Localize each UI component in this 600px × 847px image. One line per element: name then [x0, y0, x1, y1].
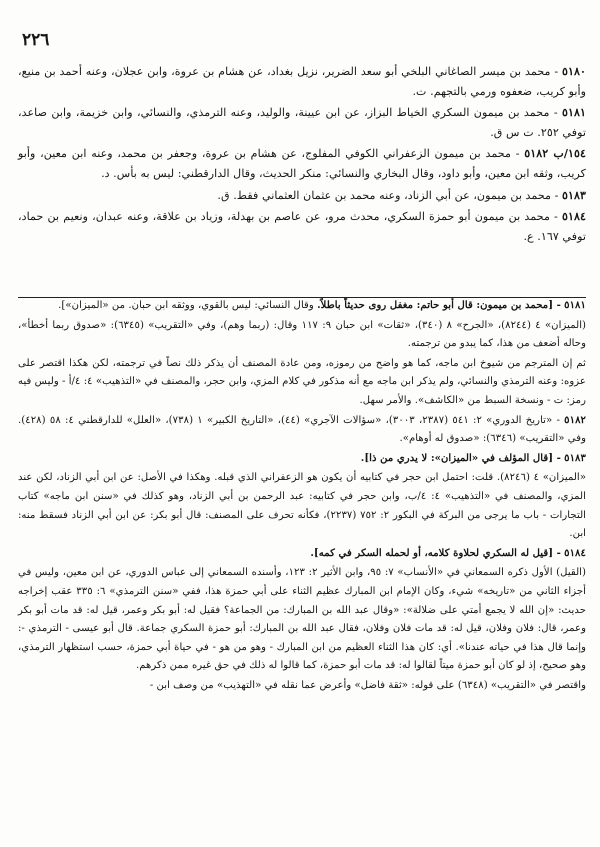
footnote: [18, 449, 586, 469]
footnote-number: ٥١٨٣: [564, 451, 586, 464]
entry-number: ٥١٨٤: [561, 209, 587, 224]
entry-text: - محمد بن ميسر الصاغاني البلخي أبو سعد الضرير، نزيل بغداد، عن هشام بن عروة، وابن عجلان، وعنه أحمد بن منيع، وأبو كريب، ضعفوه ورمي بالتجهم. ت.: [18, 65, 586, 98]
footnote-text: (القيل) الأول ذكره السمعاني في «الأنساب» ٧: ٩٥، وابن الأثير ٢: ١٢٣، وأسنده السمعاني إلى عباس الدوري، عن ابن معين، وليس في أجزاء الثاني من «تاريخه» شيء، وكان الإمام ابن المبارك عظيم الثناء على أبي حمزة هذا، ففي «سنن الترمذي» ٦: ٣٣٥ عقب إخراجه حديث: «إن الله لا يجمع أمتي على ضلالة»: «وقال عبد الله بن المبارك: من الجماعة؟ فقيل له: أبو بكر وعمر، قيل له: قد مات أبو بكر وعمر، قال: فلان وفلان، قيل له: قد مات فلان وفلان، فقال عبد الله بن المبارك: أبو حمزة السكري جماعة. قال أبو عيسى - الترمذي -: وإنما قال هذا في حياته عندنا». أي: كان هذا الثناء العظيم من ابن المبارك - وهو من هو - في حياة أبي حمزة، حسب استظهار الترمذي، وهو صحيح، إذ لو كان أبو حمزة ميتاً لقالوا له: قد مات أبو حمزة، كما قالوا له ذلك في حق غيره ممن ذكرهم.: [18, 567, 586, 672]
footnote-text: ثم إن المترجم من شيوخ ابن ماجه، كما هو واضح من رموزه، ومن عادة المصنف أن يذكر ذلك نصاً في ترجمته، لكن هكذا اقتصر على عزوه: وعنه الترمذي والنسائي، ولم يذكر ابن ماجه مع أنه مذكور في كلام المزي، وابن حجر، والمصنف في «التذهيب» ٤: ٤/أ - وليس فيه رمز: ت - ونسخة السبط من «الكاشف». والأمر سهل.: [18, 357, 586, 406]
footnote: [18, 354, 586, 411]
entry: [18, 103, 586, 142]
entry-text: - محمد بن ميمون الزعفراني الكوفي المفلوج، عن هشام بن عروة، وجعفر بن محمد، وعنه ابن معين، وأبو كريب، وثقه ابن معين، وأبو داود، وقال البخاري والنسائي: منكر الحديث، وقال الدارقطني: ليس به بأس. د.: [18, 147, 586, 180]
footnote-heading: - [قيل له السكري لحلاوة كلامه، أو لحمله السكر في كمه].: [310, 546, 561, 559]
entry-number: ٥١٨١: [561, 105, 586, 120]
footnote-heading: - [محمد بن ميمون: قال أبو حاتم: مغفل روى حديثاً باطلاً.: [317, 299, 561, 311]
page-number: ٢٢٦: [22, 30, 50, 50]
footnote-heading: - [قال المؤلف في «الميزان»: لا يدري من ذا].: [360, 451, 561, 464]
entry-text: - محمد بن ميمون السكري الخياط البزاز، عن ابن عيينة، والوليد، وعنه الترمذي، والنسائي، وابن خزيمة، وابن صاعد، توفي ٢٥٢. ت س ق.: [18, 106, 586, 139]
entry-text: - محمد بن ميمون، عن أبي الزناد، وعنه محمد بن عثمان العثماني فقط. ق.: [217, 188, 559, 202]
entry: [18, 144, 586, 183]
footnotes: [18, 296, 586, 695]
entry: [18, 62, 586, 101]
entry-number: ٥١٨٣: [561, 187, 586, 202]
main-text: [18, 62, 586, 248]
footnote: [18, 563, 586, 676]
footnote: [18, 316, 586, 354]
footnote-text: واقتصر في «التقريب» (٦٣٤٨) على قوله: «ثقة فاضل» وأعرض عما نقله في «التهذيب» من وصف ابن -: [149, 679, 586, 691]
footnote-number: ٥١٨١: [564, 299, 586, 311]
footnote-text: - «تاريخ الدوري» ٢: ٥٤١ (٢٣٨٧، ٣٠٠٣)، «سؤالات الآجري» (٤٤)، «التاريخ الكبير» ١ (٧٣٨)، «العلل» للدارقطني ٤: ٥٨ (٤٢٨). وفي «التقريب» (٦٣٤٦): «صدوق له أوهام».: [18, 414, 586, 445]
footnote: [18, 544, 586, 564]
entry-number: ١٥٤/ب ٥١٨٢: [524, 146, 587, 161]
entry: [18, 207, 586, 246]
entry: [18, 186, 586, 206]
footnote: [18, 676, 586, 696]
footnote-number: ٥١٨٢: [564, 413, 587, 426]
footnote-number: ٥١٨٤: [564, 546, 586, 559]
footnote-text: (الميزان» ٤ (٨٢٤٤)، «الجرح» ٨ (٣٤٠)، «ثقات» ابن حبان ٩: ١١٧ وقال: (ربما وهم)، وفي «التقريب» (٦٣٤٥): «صدوق ربما أخطأ»، وحاله أضعف من هذا، كما يبدو من ترجمته.: [18, 319, 586, 350]
footnote: [18, 411, 586, 449]
entry-number: ٥١٨٠: [561, 64, 586, 78]
entry-text: - محمد بن ميمون أبو حمزة السكري، محدث مرو، عن عاصم بن بهدلة، وزياد بن علاقة، وعنه عبدان، ونعيم بن حماد، توفي ١٦٧. ع.: [18, 210, 586, 243]
footnote: [18, 296, 586, 316]
footnote: [18, 468, 586, 543]
footnote-text: «الميزان» ٤ (٨٢٤٦). قلت: احتمل ابن حجر في كتابيه أن يكون هو الزعفراني الذي قبله. وهكذا في الأصل: عن ابن أبي الزناد، لكن عند المزي، والمصنف في «التذهيب» ٤: ٤/ب، وابن حجر في كتابيه: عبد الرحمن بن أبي الزناد، وهو كذلك في «سنن ابن ماجه» كتاب التجارات - باب ما يرجى من البركة في البكور ٢: ٧٥٢ (٢٢٣٧)، فكأنه تحرف على المصنف: قال أبو بكر: عن ابن أبي الزناد فسقط منه: ابن.: [18, 472, 586, 540]
footnote-text: وقال النسائي: ليس بالقوي، ووثقه ابن حبان. من «الميزان»].: [58, 300, 318, 311]
